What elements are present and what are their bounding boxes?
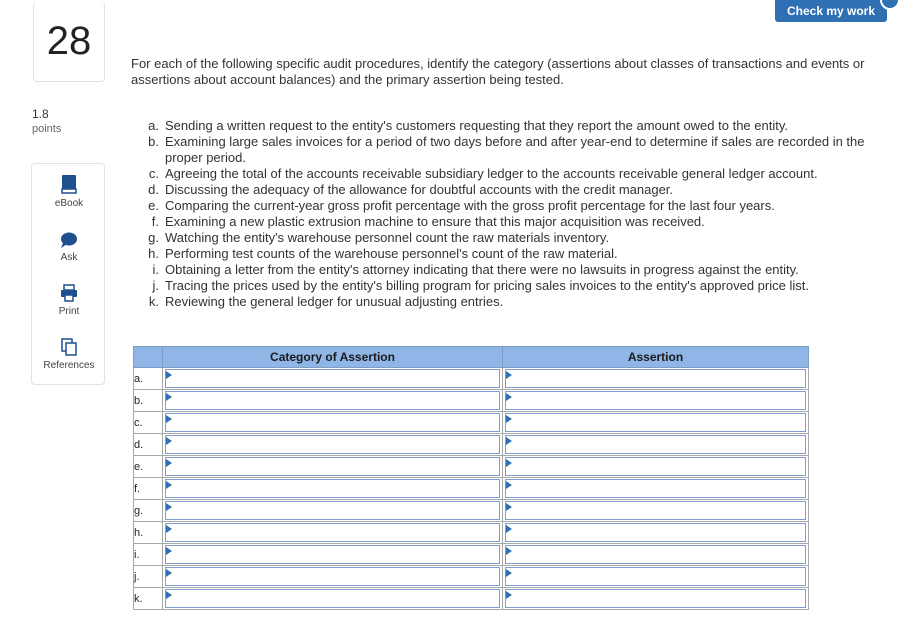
question-number: 28 — [33, 2, 105, 82]
assertion-cell — [503, 368, 809, 390]
procedure-item — [140, 166, 896, 182]
procedure-text: Agreeing the total of the accounts receivable subsidiary ledger to the accounts receivable general ledger account. — [165, 166, 818, 181]
procedure-text: Examining large sales invoices for a period of two days before and after year-end to determine if sales are recorded in the proper period. — [165, 134, 865, 165]
row-letter: f. — [134, 478, 163, 500]
procedure-text: Watching the entity's warehouse personnel count the raw materials inventory. — [165, 230, 609, 245]
references-icon — [60, 338, 78, 356]
assertion-cell — [503, 478, 809, 500]
assertion-cell — [503, 544, 809, 566]
tools-panel — [31, 163, 105, 385]
category-cell — [163, 390, 503, 412]
category-dropdown[interactable] — [165, 589, 500, 608]
check-my-work-button[interactable]: Check my work — [775, 0, 887, 22]
category-cell — [163, 588, 503, 610]
assertion-cell — [503, 456, 809, 478]
assertion-dropdown[interactable] — [505, 567, 806, 586]
procedure-letter: h. — [148, 246, 159, 261]
assertion-cell — [503, 434, 809, 456]
table-row — [134, 368, 809, 390]
category-cell — [163, 544, 503, 566]
procedure-text: Comparing the current-year gross profit percentage with the gross profit percentage for the last four years. — [165, 198, 775, 213]
ebook-label: eBook — [54, 198, 84, 209]
table-row — [134, 434, 809, 456]
assertion-dropdown[interactable] — [505, 369, 806, 388]
print-button[interactable] — [32, 284, 106, 317]
row-letter: e. — [134, 456, 163, 478]
references-button[interactable] — [32, 338, 106, 371]
procedure-letter: c. — [148, 166, 159, 181]
points-label: points — [32, 123, 62, 135]
category-dropdown[interactable] — [165, 457, 500, 476]
procedure-text: Obtaining a letter from the entity's attorney indicating that there were no lawsuits in progress against the entity. — [165, 262, 799, 277]
procedure-letter: a. — [148, 118, 159, 133]
category-dropdown[interactable] — [165, 369, 500, 388]
procedure-item — [140, 294, 896, 310]
category-dropdown[interactable] — [165, 523, 500, 542]
row-letter: c. — [134, 412, 163, 434]
category-cell — [163, 412, 503, 434]
row-letter: j. — [134, 566, 163, 588]
procedure-text: Reviewing the general ledger for unusual adjusting entries. — [165, 294, 504, 309]
procedure-item — [140, 214, 896, 230]
procedure-item — [140, 246, 896, 262]
procedure-letter: b. — [148, 134, 159, 149]
points-value: 1.8 — [32, 107, 49, 121]
procedure-letter: d. — [148, 182, 159, 197]
table-header-letter — [134, 347, 163, 368]
category-cell — [163, 566, 503, 588]
assertion-dropdown[interactable] — [505, 457, 806, 476]
procedure-letter: j. — [152, 278, 159, 293]
assertion-cell — [503, 390, 809, 412]
procedure-item — [140, 262, 896, 278]
table-row — [134, 544, 809, 566]
table-row — [134, 566, 809, 588]
category-cell — [163, 434, 503, 456]
row-letter: a. — [134, 368, 163, 390]
references-label: References — [43, 360, 95, 371]
assertion-dropdown[interactable] — [505, 413, 806, 432]
assertion-dropdown[interactable] — [505, 501, 806, 520]
table-row — [134, 412, 809, 434]
row-letter: h. — [134, 522, 163, 544]
book-icon — [61, 174, 77, 194]
procedure-item — [140, 230, 896, 246]
assertion-dropdown[interactable] — [505, 479, 806, 498]
row-letter: g. — [134, 500, 163, 522]
procedure-text: Discussing the adequacy of the allowance for doubtful accounts with the credit manager. — [165, 182, 674, 197]
assertion-dropdown[interactable] — [505, 589, 806, 608]
chat-bubble-icon — [60, 232, 78, 248]
procedure-text: Tracing the prices used by the entity's billing program for pricing sales invoices to the entity's approved price list. — [165, 278, 809, 293]
procedure-item — [140, 198, 896, 214]
procedure-item — [140, 278, 896, 294]
ask-button[interactable] — [32, 232, 106, 263]
ebook-button[interactable] — [32, 174, 106, 209]
assertion-cell — [503, 522, 809, 544]
category-cell — [163, 368, 503, 390]
procedure-letter: f. — [151, 214, 159, 229]
table-row — [134, 456, 809, 478]
assertion-cell — [503, 412, 809, 434]
assertion-cell — [503, 500, 809, 522]
assertion-dropdown[interactable] — [505, 545, 806, 564]
procedure-letter: e. — [148, 198, 159, 213]
row-letter: i. — [134, 544, 163, 566]
question-instructions: For each of the following specific audit procedures, identify the category (assertions about classes of transactions and events or assertions about account balances) and the primary assertion being tested. — [131, 56, 865, 87]
procedure-letter: g. — [148, 230, 159, 245]
table-row — [134, 588, 809, 610]
table-row — [134, 500, 809, 522]
category-cell — [163, 522, 503, 544]
printer-icon — [60, 284, 78, 302]
table-row — [134, 478, 809, 500]
category-dropdown[interactable] — [165, 479, 500, 498]
table-header-category: Category of Assertion — [163, 347, 503, 368]
assertion-dropdown[interactable] — [505, 391, 806, 410]
category-dropdown[interactable] — [165, 501, 500, 520]
procedure-item — [140, 182, 896, 198]
procedure-item — [140, 134, 896, 166]
category-cell — [163, 478, 503, 500]
assertion-cell — [503, 588, 809, 610]
procedure-text: Performing test counts of the warehouse personnel's count of the raw material. — [165, 246, 618, 261]
category-cell — [163, 456, 503, 478]
table-row — [134, 522, 809, 544]
category-dropdown[interactable] — [165, 567, 500, 586]
assertion-dropdown[interactable] — [505, 435, 806, 454]
table-header-assertion: Assertion — [503, 347, 809, 368]
category-dropdown[interactable] — [165, 545, 500, 564]
procedure-text: Sending a written request to the entity's customers requesting that they report the amount owed to the entity. — [165, 118, 788, 133]
ask-label: Ask — [60, 252, 78, 263]
procedure-text: Examining a new plastic extrusion machine to ensure that this major acquisition was received. — [165, 214, 705, 229]
answer-table — [133, 346, 809, 610]
row-letter: d. — [134, 434, 163, 456]
procedure-letter: i. — [152, 262, 159, 277]
category-dropdown[interactable] — [165, 391, 500, 410]
procedure-item — [140, 118, 896, 134]
category-dropdown[interactable] — [165, 413, 500, 432]
procedure-list — [140, 118, 896, 310]
row-letter: k. — [134, 588, 163, 610]
table-row — [134, 390, 809, 412]
assertion-dropdown[interactable] — [505, 523, 806, 542]
category-dropdown[interactable] — [165, 435, 500, 454]
assertion-cell — [503, 566, 809, 588]
print-label: Print — [58, 306, 80, 317]
category-cell — [163, 500, 503, 522]
row-letter: b. — [134, 390, 163, 412]
procedure-letter: k. — [148, 294, 159, 309]
